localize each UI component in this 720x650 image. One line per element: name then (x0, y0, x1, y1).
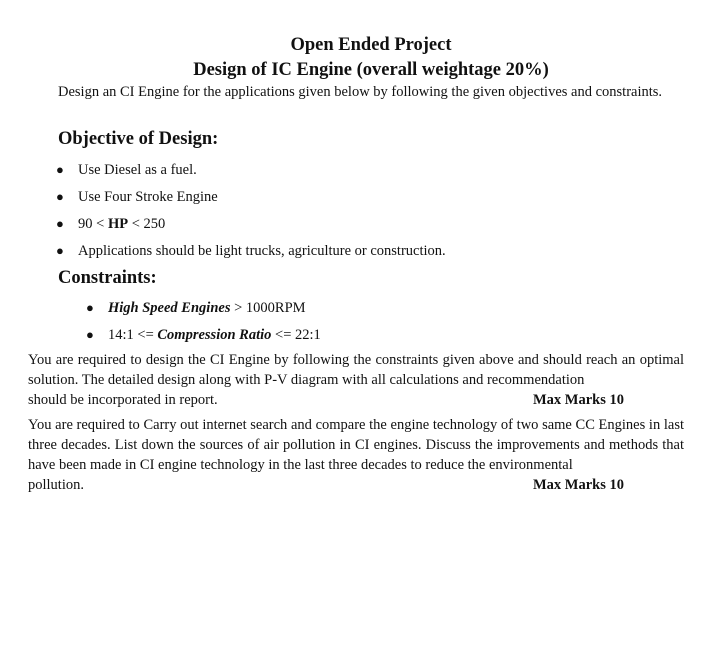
objective-heading: Objective of Design: (58, 129, 219, 149)
bullet-icon: ● (86, 327, 94, 342)
objective-item (56, 214, 698, 241)
design-task-text: You are required to design the CI Engine by following the constraints given above and should reach an optimal solution. The detailed design along with P-V diagram with all calculations and recommendation (28, 352, 684, 388)
constraints-heading: Constraints: (58, 268, 157, 288)
constraint-label: High Speed Engines (108, 300, 231, 316)
intro-paragraph: Design an CI Engine for the applications given below by following the given objectives and constraints. (58, 84, 663, 100)
objective-item (56, 187, 698, 214)
objective-item (56, 160, 698, 187)
constraint-item (86, 325, 698, 352)
bullet-icon: ● (56, 216, 64, 231)
design-task-last-text: should be incorporated in report. (28, 392, 218, 408)
max-marks-label: Max Marks 10 (533, 392, 625, 408)
document-title: Open Ended Project (290, 35, 452, 55)
constraints-list (86, 298, 698, 352)
constraint-prefix: 14:1 <= (108, 327, 158, 343)
max-marks-label: Max Marks 10 (533, 477, 625, 493)
objective-text: Applications should be light trucks, agriculture or construction. (78, 243, 446, 259)
bullet-icon: ● (56, 162, 64, 177)
objective-text: Use Four Stroke Engine (78, 189, 218, 205)
hp-range-suffix: < 250 (128, 216, 166, 232)
bullet-icon: ● (56, 189, 64, 204)
research-task-last-text: pollution. (28, 477, 84, 493)
design-task-last-line (28, 390, 684, 410)
bullet-icon: ● (86, 300, 94, 315)
design-task-paragraph (28, 350, 684, 410)
constraint-item (86, 298, 698, 325)
document-subtitle: Design of IC Engine (overall weightage 20%) (193, 60, 549, 80)
hp-range-prefix: 90 < (78, 216, 108, 232)
bullet-icon: ● (56, 243, 64, 258)
research-task-text: You are required to Carry out internet search and compare the engine technology of two same CC Engines in last three decades. List down the sources of air pollution in CI engines. Discuss the improvements and methods that have been made in CI engine technology in the last three decades to reduce the environmental (28, 417, 684, 473)
constraint-value: > 1000RPM (230, 300, 306, 316)
constraint-label: Compression Ratio (157, 327, 272, 343)
hp-label: HP (107, 216, 129, 232)
research-task-paragraph (28, 415, 684, 495)
objective-list (56, 160, 698, 268)
objective-item (56, 241, 698, 268)
research-task-last-line (28, 475, 684, 495)
constraint-value: <= 22:1 (271, 327, 321, 343)
objective-text: Use Diesel as a fuel. (78, 162, 197, 178)
